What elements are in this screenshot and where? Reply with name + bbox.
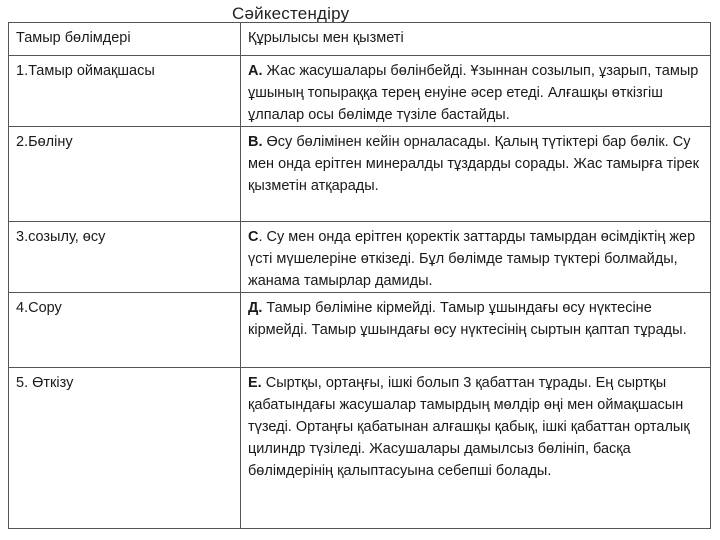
option-letter: В. bbox=[248, 134, 263, 150]
root-part-cell: 4.Сору bbox=[9, 293, 241, 368]
description-cell bbox=[241, 368, 711, 529]
description-text: Сыртқы, ортаңғы, ішкі болып 3 қабаттан тұрады. Ең сыртқы қабатындағы жасушалар тамырдың мөлдір өңі мен оймақшасын түзеді. Ортаңғы қабатынан алғашқы қабық, ішкі қабаттан орталық цилиндр түзіледі. Жасушалары дамылсыз бөлініп, басқа бөлімдерінің қалыптасуына себепші болады. bbox=[248, 375, 690, 479]
header-structure-function: Құрылысы мен қызметі bbox=[241, 23, 711, 56]
table-row bbox=[9, 222, 711, 293]
option-letter: С bbox=[248, 229, 259, 245]
description-cell bbox=[241, 127, 711, 222]
root-part-cell: 3.созылу, өсу bbox=[9, 222, 241, 293]
description-cell bbox=[241, 56, 711, 127]
description-text: . Су мен онда ерітген қоректік заттарды тамырдан өсімдіктің жер үсті мүшелеріне өткізеді. Бұл бөлімде тамыр түктері болмайды, жанама тамырлар дамиды. bbox=[248, 229, 696, 289]
description-text: Тамыр бөліміне кірмейді. Тамыр ұшындағы өсу нүктесіне кірмейді. Тамыр ұшындағы өсу нүктесінің сыртын қаптап тұрады. bbox=[248, 300, 687, 338]
table-row bbox=[9, 368, 711, 529]
description-cell bbox=[241, 222, 711, 293]
description-cell bbox=[241, 293, 711, 368]
root-part-cell: 5. Өткізу bbox=[9, 368, 241, 529]
description-text: Жас жасушалары бөлінбейді. Ұзыннан созылып, ұзарып, тамыр ұшының топыраққа терең енуіне әсер етеді. Алғашқы өткізгіш ұлпалар осы бөлімде түзіле бастайды. bbox=[248, 63, 699, 123]
root-part-cell: 2.Бөліну bbox=[9, 127, 241, 222]
table-row bbox=[9, 127, 711, 222]
page-title: Сәйкестендіру bbox=[232, 4, 350, 23]
table-row bbox=[9, 293, 711, 368]
option-letter: Д. bbox=[248, 300, 263, 316]
description-text: Өсу бөлімінен кейін орналасады. Қалың түтіктері бар бөлік. Су мен онда ерітген минералды тұздарды сорады. Жас тамырға тірек қызметін атқарады. bbox=[248, 134, 699, 194]
matching-table bbox=[8, 22, 711, 529]
table-header-row bbox=[9, 23, 711, 56]
root-part-cell: 1.Тамыр оймақшасы bbox=[9, 56, 241, 127]
option-letter: Е. bbox=[248, 375, 262, 391]
header-root-parts: Тамыр бөлімдері bbox=[9, 23, 241, 56]
table-row bbox=[9, 56, 711, 127]
option-letter: А. bbox=[248, 63, 263, 79]
